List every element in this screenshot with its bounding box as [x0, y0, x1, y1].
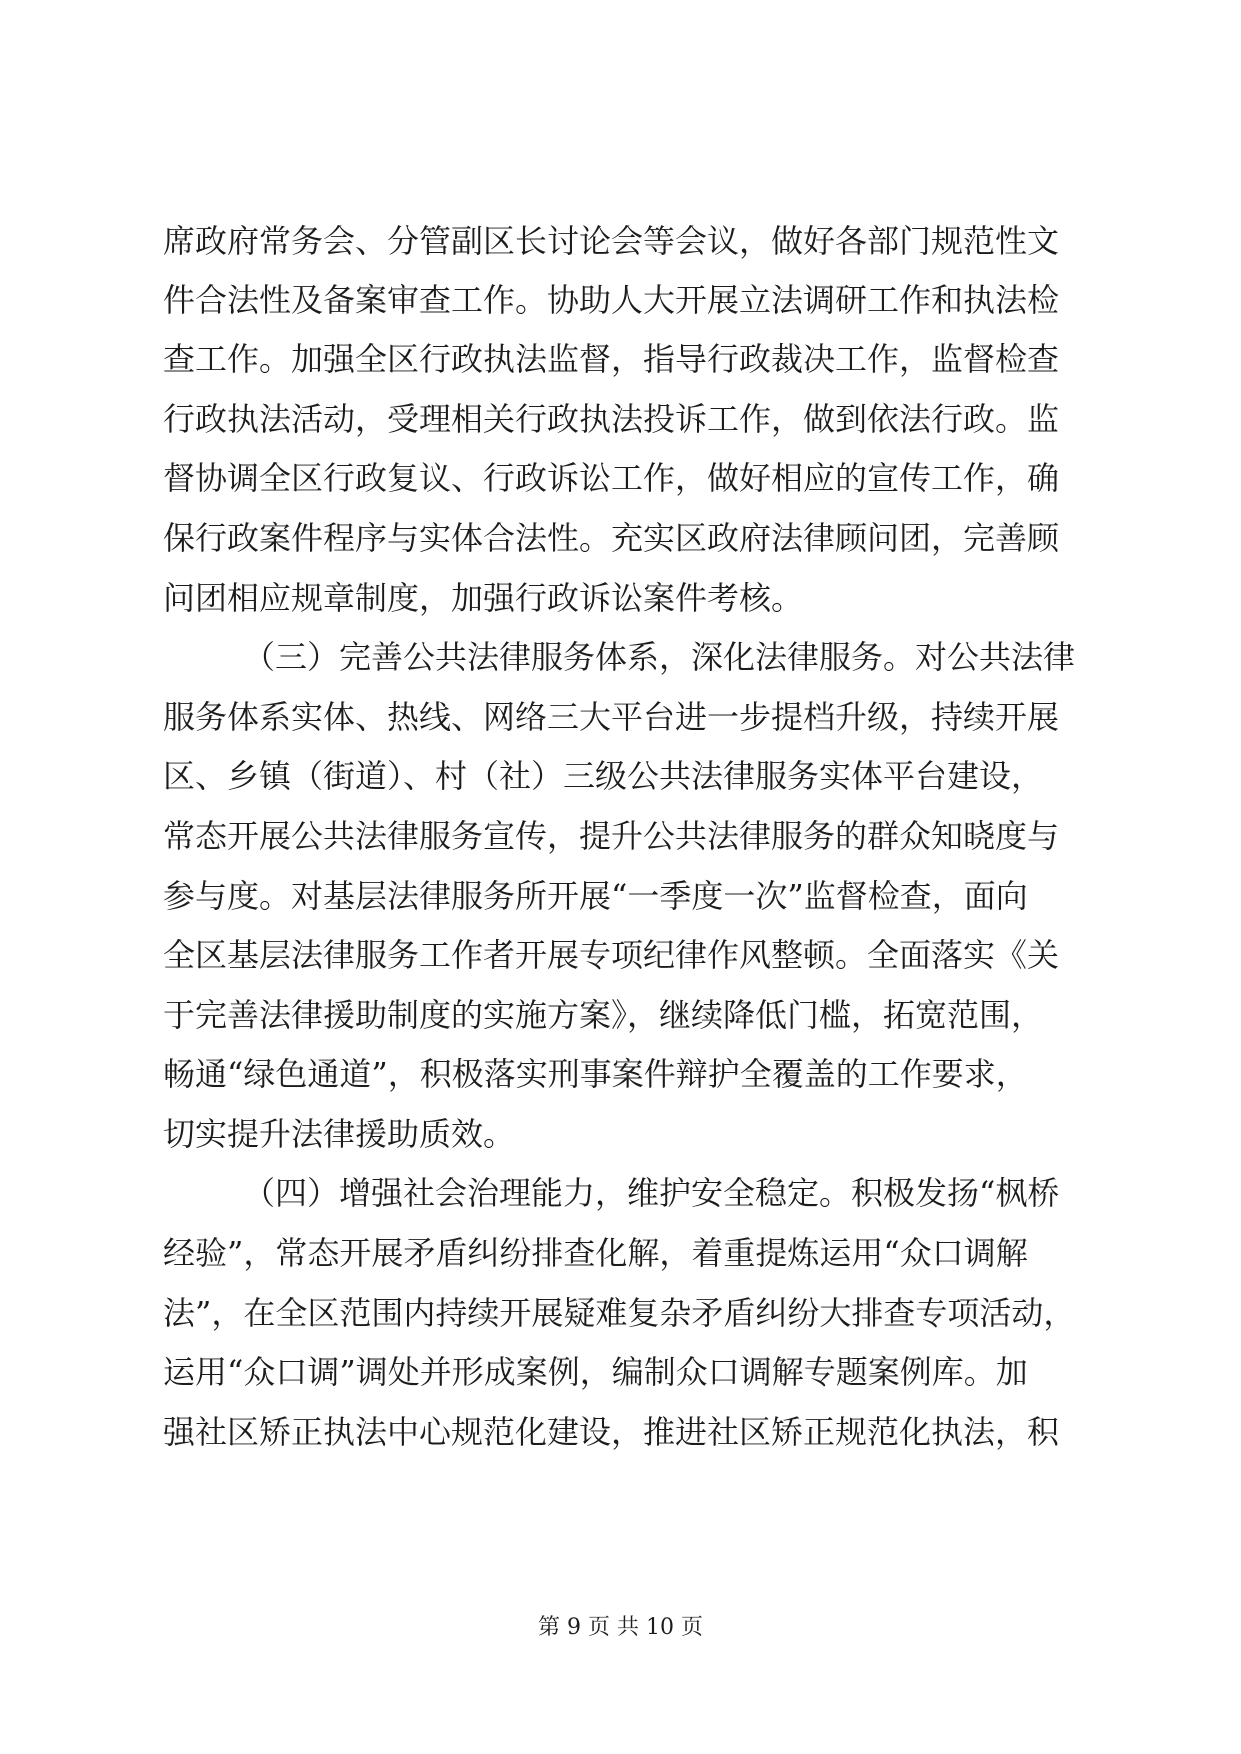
paragraph-heading-4: （四）增强社会治理能力，维护安全稳定。积极发扬“枫桥 — [243, 1174, 1060, 1212]
text-line: 件合法性及备案审查工作。协助人大开展立法调研工作和执法检 — [163, 281, 1060, 319]
paragraph-heading-3: （三）完善公共法律服务体系，深化法律服务。对公共法律 — [243, 638, 1076, 676]
text-line: 强社区矫正执法中心规范化建设，推进社区矫正规范化执法，积 — [163, 1413, 1060, 1451]
text-line: 全区基层法律服务工作者开展专项纪律作风整顿。全面落实《关 — [163, 936, 1060, 974]
text-line: 法”，在全区范围内持续开展疑难复杂矛盾纠纷大排查专项活动， — [163, 1294, 1076, 1332]
text-line: 服务体系实体、热线、网络三大平台进一步提档升级，持续开展 — [163, 698, 1060, 736]
text-line: 参与度。对基层法律服务所开展“一季度一次”监督检查，面向 — [163, 877, 1028, 915]
text-line: 于完善法律援助制度的实施方案》，继续降低门槛，拓宽范围， — [163, 996, 1044, 1034]
text-line: 区、乡镇（街道）、村（社）三级公共法律服务实体平台建设， — [163, 757, 1044, 795]
text-line: 行政执法活动，受理相关行政执法投诉工作，做到依法行政。监 — [163, 400, 1060, 438]
text-line: 切实提升法律援助质效。 — [163, 1115, 516, 1153]
text-line: 席政府常务会、分管副区长讨论会等会议，做好各部门规范性文 — [163, 222, 1060, 260]
text-line: 督协调全区行政复议、行政诉讼工作，做好相应的宣传工作，确 — [163, 459, 1060, 497]
text-line: 常态开展公共法律服务宣传，提升公共法律服务的群众知晓度与 — [163, 817, 1060, 855]
text-line: 保行政案件程序与实体合法性。充实区政府法律顾问团，完善顾 — [163, 519, 1060, 557]
text-line: 查工作。加强全区行政执法监督，指导行政裁决工作，监督检查 — [163, 340, 1060, 378]
text-line: 经验”，常态开展矛盾纠纷排查化解，着重提炼运用“众口调解 — [163, 1234, 1028, 1272]
text-line: 运用“众口调”调处并形成案例，编制众口调解专题案例库。加 — [163, 1353, 1028, 1391]
text-line: 畅通“绿色通道”，积极落实刑事案件辩护全覆盖的工作要求， — [163, 1055, 1028, 1093]
text-line: 问团相应规章制度，加强行政诉讼案件考核。 — [163, 579, 804, 617]
page-number-footer: 第 9 页 共 10 页 — [538, 1615, 703, 1640]
